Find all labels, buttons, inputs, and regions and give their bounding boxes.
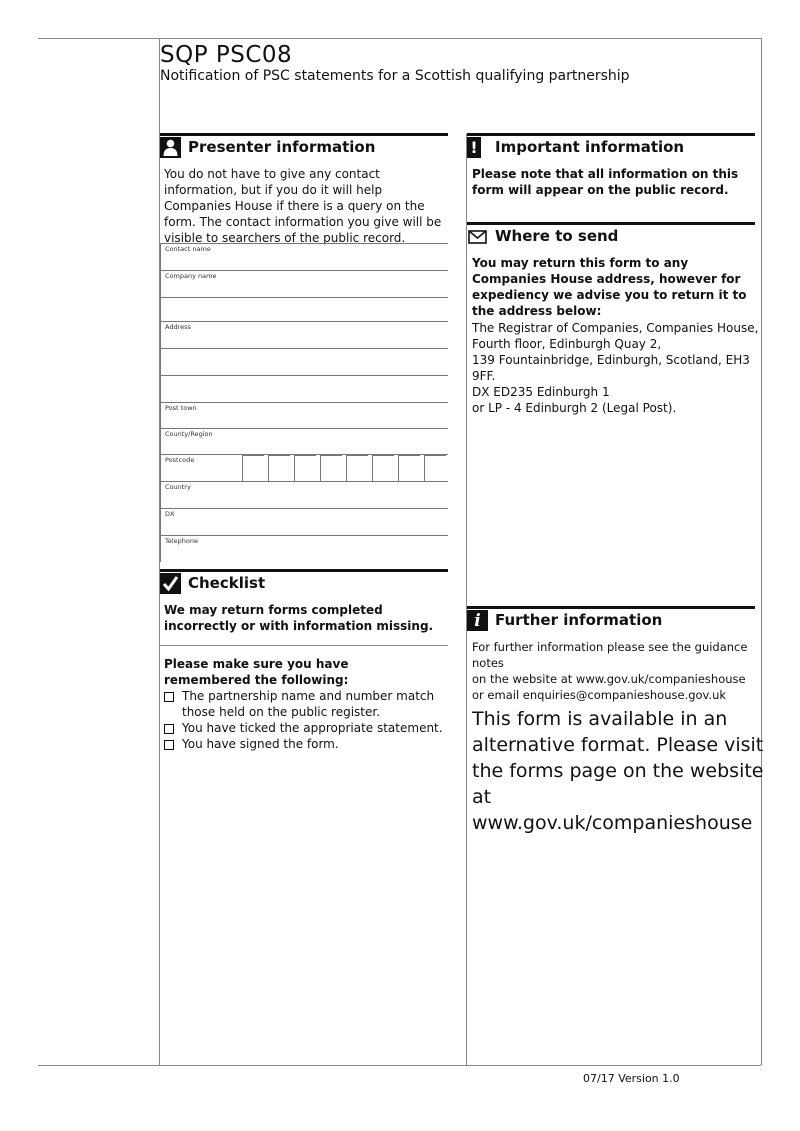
address-field-line-2[interactable] (160, 348, 448, 375)
checklist-item[interactable] (164, 688, 448, 720)
company-name-field[interactable] (160, 270, 448, 297)
postcode-char-box[interactable] (294, 455, 316, 481)
contact-name-label: Contact name (165, 245, 211, 253)
telephone-label: Telephone (165, 537, 199, 545)
checklist-item[interactable] (164, 736, 448, 752)
top-rule (38, 38, 761, 39)
postcode-char-box[interactable] (320, 455, 342, 481)
presenter-section-header (160, 133, 448, 157)
person-icon (160, 137, 181, 158)
postcode-field[interactable] (160, 454, 448, 481)
where-to-send-section-header (467, 222, 755, 246)
address-line: DX ED235 Edinburgh 1 (472, 385, 610, 399)
bottom-rule (38, 1065, 761, 1066)
postcode-char-box[interactable] (346, 455, 368, 481)
form-subtitle: Notification of PSC statements for a Scottish qualifying partnership (160, 68, 630, 84)
checkbox-icon[interactable] (164, 692, 174, 702)
postcode-label: Postcode (165, 456, 195, 464)
further-info-line: on the website at www.gov.uk/companieshouse (472, 672, 746, 686)
address-line: The Registrar of Companies, Companies House, (472, 321, 759, 335)
address-line: Fourth floor, Edinburgh Quay 2, (472, 337, 662, 351)
postcode-char-box[interactable] (268, 455, 290, 481)
center-divider-line (466, 134, 467, 1065)
presenter-heading: Presenter information (188, 138, 376, 156)
county-field[interactable] (160, 428, 448, 455)
version-label: 07/17 Version 1.0 (583, 1072, 680, 1085)
further-info-section-header (467, 606, 755, 630)
further-info-text (472, 639, 761, 703)
checklist-item-text: You have ticked the appropriate statement. (182, 721, 443, 735)
country-label: Country (165, 483, 191, 491)
registrar-address (472, 320, 761, 416)
checklist-section-header (160, 569, 448, 593)
checkbox-icon[interactable] (164, 724, 174, 734)
checkmark-icon (160, 573, 181, 594)
address-label: Address (165, 323, 191, 331)
company-name-field-line-2[interactable] (160, 297, 448, 324)
where-to-send-intro: You may return this form to any Companies House address, however for expediency we advise you to return it to the address below: (472, 256, 747, 318)
company-name-label: Company name (165, 272, 217, 280)
county-label: County/Region (165, 430, 213, 438)
address-field-line-3[interactable] (160, 375, 448, 402)
address-line: or LP - 4 Edinburgh 2 (Legal Post). (472, 401, 677, 415)
further-info-line: For further information please see the guidance notes (472, 640, 748, 670)
further-info-line: or email enquiries@companieshouse.gov.uk (472, 688, 727, 702)
important-section-header (467, 133, 755, 157)
telephone-field[interactable] (160, 535, 448, 562)
contact-name-field[interactable] (160, 243, 448, 270)
form-title: SQP PSC08 (160, 42, 293, 68)
dx-label: DX (165, 510, 175, 518)
alternative-format-notice: This form is available in an alternative format. Please visit the forms page on the website at www.gov.uk/companieshouse (472, 708, 764, 834)
checklist-item-text: You have signed the form. (182, 737, 339, 751)
checklist-warning: We may return forms completed incorrectly or with information missing. (164, 603, 434, 633)
info-icon: i (467, 610, 488, 631)
checklist-heading: Checklist (188, 574, 266, 592)
postcode-char-box[interactable] (372, 455, 394, 481)
checkbox-icon[interactable] (164, 740, 174, 750)
further-info-heading: Further information (495, 611, 663, 629)
country-field[interactable] (160, 481, 448, 508)
post-town-field[interactable] (160, 402, 448, 429)
exclamation-icon: ! (467, 137, 481, 158)
address-field[interactable] (160, 321, 448, 348)
checklist-item[interactable] (164, 720, 448, 736)
right-margin-line (761, 38, 762, 1065)
where-to-send-heading: Where to send (495, 227, 619, 245)
checklist-intro: Please make sure you have remembered the following: (164, 657, 349, 687)
post-town-label: Post town (165, 404, 197, 412)
postcode-char-box[interactable] (424, 455, 446, 481)
envelope-icon (467, 226, 488, 247)
postcode-char-box[interactable] (398, 455, 420, 481)
important-text: Please note that all information on this form will appear on the public record. (472, 167, 739, 197)
presenter-intro: You do not have to give any contact information, but if you do it will help Companies House if there is a query on the form. The contact information you give will be visible to searchers of the public record. (164, 167, 442, 245)
address-line: 139 Fountainbridge, Edinburgh, Scotland, EH3 9FF. (472, 353, 750, 383)
checklist-item-text: The partnership name and number match those held on the public register. (182, 689, 435, 719)
postcode-char-box[interactable] (242, 455, 264, 481)
checklist-divider (160, 645, 448, 646)
important-heading: Important information (495, 138, 685, 156)
dx-field[interactable] (160, 508, 448, 535)
